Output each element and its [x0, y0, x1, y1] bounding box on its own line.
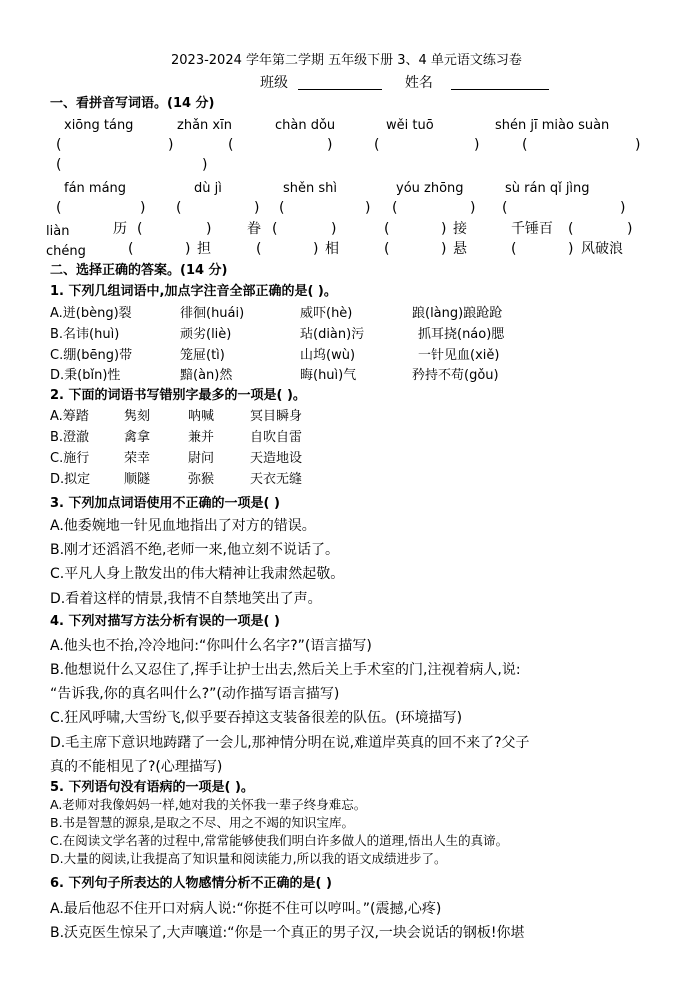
- answer-blank-6[interactable]: (: [56, 200, 62, 216]
- q3-option: A.他委婉地一针见血地指出了对方的错误。: [50, 518, 316, 534]
- answer-blank-close: ): [470, 200, 476, 216]
- answer-blank-1[interactable]: (: [56, 137, 62, 153]
- q1-option: 踉(làng)踉跄跄: [412, 306, 503, 321]
- q1-option: 抓耳挠(náo)腮: [418, 327, 505, 342]
- q2-option: 尉问: [188, 451, 215, 466]
- q1-option: 徘徊(huái): [180, 306, 245, 321]
- q5-option: D.大量的阅读,让我提高了知识量和阅读能力,所以我的语文成绩进步了。: [50, 851, 447, 866]
- q4-option: C.狂风呼啸,大雪纷飞,似乎要吞掉这支装备很差的队伍。(环境描写): [50, 710, 463, 726]
- answer-blank-close: ): [254, 200, 260, 216]
- q2-option: A.筹踏: [50, 409, 89, 424]
- q4-option: D.毛主席下意识地踌躇了一会儿,那神情分明在说,难道岸英真的回不来了?父子: [50, 735, 530, 751]
- answer-blank-10[interactable]: (: [502, 200, 508, 216]
- q3-option: B.刚才还滔滔不绝,老师一来,他立刻不说话了。: [50, 542, 339, 558]
- q1-option: 矜持不苟(gǒu): [412, 368, 499, 383]
- answer-blank-close: ): [185, 241, 191, 257]
- answer-blank-close: ): [365, 200, 371, 216]
- pinyin-10: sù rán qǐ jìng: [505, 181, 590, 196]
- q4-option: A.他头也不抬,冷冷地问:“你叫什么名字?”(语言描写): [50, 638, 372, 654]
- answer-blank-14[interactable]: (: [568, 221, 574, 237]
- q3-stem: 3. 下列加点词语使用不正确的一项是( ): [50, 496, 280, 511]
- answer-blank-close: ): [620, 200, 626, 216]
- q1-option: 笼屉(tì): [180, 348, 225, 363]
- word-char: 眷: [247, 221, 261, 237]
- page-title: 2023-2024 学年第二学期 五年级下册 3、4 单元语文练习卷: [171, 53, 522, 68]
- pinyin-1: xiōng táng: [64, 118, 134, 133]
- pinyin-5: shén jī miào suàn: [495, 118, 610, 133]
- q2-option: 隽刻: [124, 409, 151, 424]
- q1-option: C.绷(bēng)带: [50, 348, 133, 363]
- q4-option: B.他想说什么又忍住了,挥手让护士出去,然后关上手术室的门,注视着病人,说:: [50, 662, 521, 678]
- q2-option: 兼并: [188, 430, 215, 445]
- q5-option: B.书是智慧的源泉,是取之不尽、用之不竭的知识宝库。: [50, 815, 355, 830]
- pinyin-8: shěn shì: [283, 181, 338, 196]
- word-char: 相: [325, 241, 339, 257]
- q2-option: 天造地设: [250, 451, 303, 466]
- answer-blank-8[interactable]: (: [279, 200, 285, 216]
- word-char: 接: [453, 221, 467, 237]
- answer-blank-close: ): [202, 157, 208, 173]
- q2-option: 荣幸: [124, 451, 151, 466]
- answer-blank-close: ): [474, 137, 480, 153]
- q3-option: C.平凡人身上散发出的伟大精神让我肃然起敬。: [50, 566, 345, 582]
- q2-option: 禽拿: [124, 430, 151, 445]
- q1-option: 黯(àn)然: [180, 368, 233, 383]
- pinyin-6: fán máng: [64, 181, 127, 196]
- q2-option: C.施行: [50, 451, 90, 466]
- pinyin-2: zhǎn xīn: [177, 118, 232, 133]
- answer-blank-11[interactable]: (: [137, 221, 143, 237]
- word-char: 担: [197, 241, 211, 257]
- answer-blank-18[interactable]: (: [511, 241, 517, 257]
- q1-option: A.迸(bèng)裂: [50, 306, 132, 321]
- q1-option: 一针见血(xiě): [418, 348, 500, 363]
- word-char: 千锤百: [511, 221, 553, 237]
- word-char: 风破浪: [581, 241, 623, 257]
- pinyin-lian: liàn: [46, 224, 70, 239]
- answer-blank-close: ): [140, 200, 146, 216]
- q2-option: 冥目瞬身: [250, 409, 303, 424]
- answer-blank-close: ): [313, 241, 319, 257]
- answer-blank-9[interactable]: (: [392, 200, 398, 216]
- q2-option: 天衣无缝: [250, 472, 303, 487]
- q6-option: B.沃克医生惊呆了,大声嚷道:“你是一个真正的男子汉,一块会说话的钢板!你堪: [50, 925, 525, 941]
- answer-blank-close: ): [635, 137, 641, 153]
- q2-option: 自吹自雷: [250, 430, 303, 445]
- word-char: 历: [113, 221, 127, 237]
- q1-option: 威吓(hè): [300, 306, 353, 321]
- answer-blank-13[interactable]: (: [384, 221, 390, 237]
- answer-blank-4[interactable]: (: [522, 137, 528, 153]
- q2-option: 顺隧: [124, 472, 151, 487]
- class-label: 班级: [260, 75, 288, 91]
- word-char: 悬: [453, 241, 467, 257]
- section-2-heading: 二、选择正确的答案。(14 分): [50, 263, 228, 278]
- q4-option: “告诉我,你的真名叫什么?”(动作描写语言描写): [50, 686, 340, 702]
- answer-blank-15[interactable]: (: [128, 241, 134, 257]
- answer-blank-2[interactable]: (: [228, 137, 234, 153]
- section-1-heading: 一、看拼音写词语。(14 分): [50, 96, 215, 111]
- q1-option: 山坞(wù): [300, 348, 356, 363]
- q1-option: B.名讳(huì): [50, 327, 120, 342]
- answer-blank-close: ): [441, 221, 447, 237]
- q2-option: 弥猴: [188, 472, 215, 487]
- q3-option: D.看着这样的情景,我情不自禁地笑出了声。: [50, 591, 322, 607]
- class-name-row: [260, 76, 549, 90]
- q1-option: 顽劣(liè): [180, 327, 232, 342]
- name-label: 姓名: [404, 75, 433, 91]
- answer-blank-close: ): [331, 221, 337, 237]
- q4-option: 真的不能相见了?(心理描写): [50, 759, 223, 775]
- answer-blank-16[interactable]: (: [256, 241, 262, 257]
- pinyin-7: dù jì: [194, 181, 222, 196]
- q6-stem: 6. 下列句子所表达的人物感情分析不正确的是( ): [50, 876, 332, 891]
- name-blank[interactable]: [451, 77, 549, 90]
- answer-blank-close: ): [327, 137, 333, 153]
- answer-blank-3[interactable]: (: [374, 137, 380, 153]
- answer-blank-close: ): [168, 137, 174, 153]
- q5-option: A.老师对我像妈妈一样,她对我的关怀我一辈子终身难忘。: [50, 797, 367, 812]
- answer-blank-close: ): [568, 241, 574, 257]
- answer-blank-7[interactable]: (: [176, 200, 182, 216]
- q1-option: 晦(huì)气: [300, 368, 357, 383]
- class-blank[interactable]: [298, 77, 382, 90]
- pinyin-9: yóu zhōng: [396, 181, 464, 196]
- answer-blank-close: ): [206, 221, 212, 237]
- q2-stem: 2. 下面的词语书写错别字最多的一项是( )。: [50, 388, 306, 403]
- q5-stem: 5. 下列语句没有语病的一项是( )。: [50, 780, 254, 795]
- q4-stem: 4. 下列对描写方法分析有误的一项是( ): [50, 614, 280, 629]
- pinyin-3: chàn dǒu: [275, 118, 336, 133]
- answer-blank-close: ): [441, 241, 447, 257]
- pinyin-cheng: chéng: [46, 244, 86, 259]
- q5-option: C.在阅读文学名著的过程中,常常能够使我们明白许多做人的道理,悟出人生的真谛。: [50, 833, 509, 848]
- q1-option: D.秉(bǐn)性: [50, 368, 121, 383]
- q6-option: A.最后他忍不住开口对病人说:“你挺不住可以哼叫。”(震撼,心疼): [50, 901, 442, 917]
- q2-option: 呐喊: [188, 409, 215, 424]
- answer-blank-5[interactable]: (: [56, 157, 62, 173]
- q2-option: D.拟定: [50, 472, 91, 487]
- q1-option: 玷(diàn)污: [300, 327, 365, 342]
- q2-option: B.澄澈: [50, 430, 90, 445]
- answer-blank-17[interactable]: (: [384, 241, 390, 257]
- pinyin-4: wěi tuō: [386, 118, 434, 133]
- answer-blank-close: ): [627, 221, 633, 237]
- q1-stem: 1. 下列几组词语中,加点字注音全部正确的是( )。: [50, 284, 337, 299]
- answer-blank-12[interactable]: (: [272, 221, 278, 237]
